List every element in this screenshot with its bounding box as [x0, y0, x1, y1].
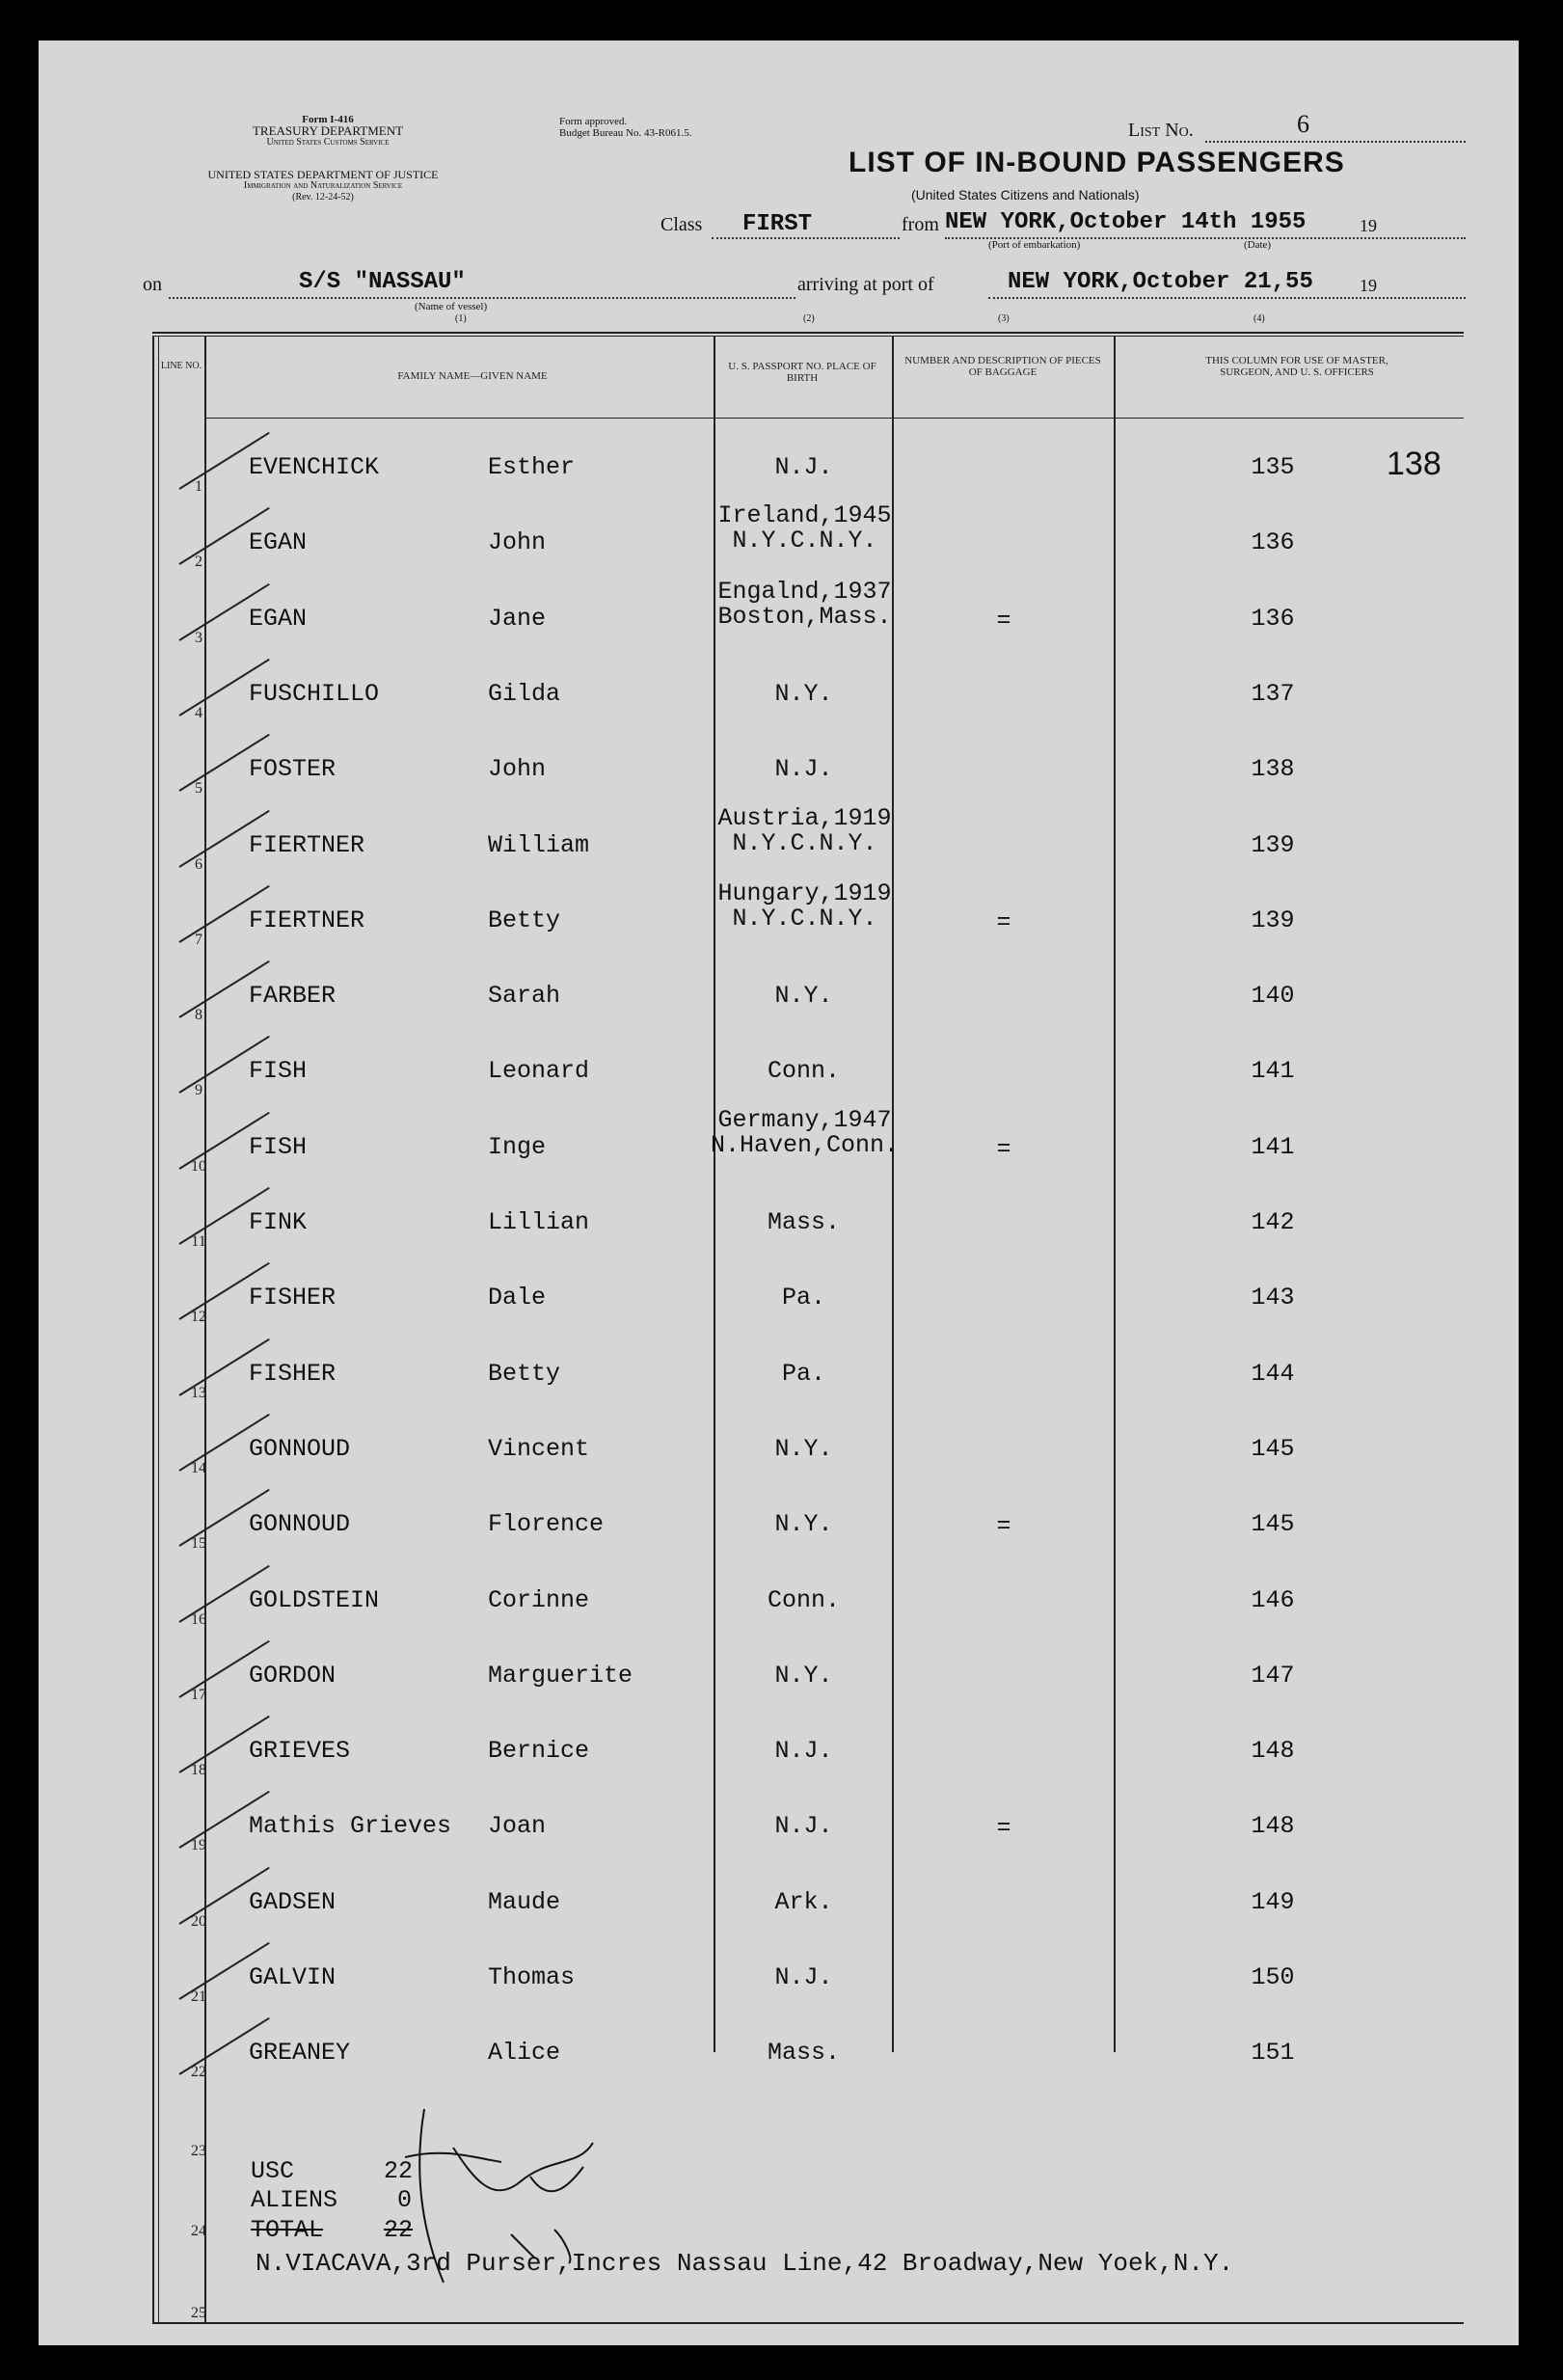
- table-row: [39, 653, 1519, 728]
- line-number: 6: [195, 856, 202, 873]
- officer-number: 147: [1251, 1662, 1295, 1690]
- class-label: Class: [660, 214, 703, 235]
- birth-place: N.J.: [774, 755, 833, 783]
- page-subtitle: (United States Citizens and Nationals): [911, 187, 1140, 203]
- baggage-ditto: =: [996, 607, 1011, 635]
- aliens-label: ALIENS: [251, 2186, 338, 2214]
- budget-bureau: Budget Bureau No. 43-R061.5.: [559, 127, 692, 139]
- officer-number: 140: [1251, 982, 1295, 1010]
- arriving-value: NEW YORK,October 21,55: [1008, 269, 1313, 295]
- given-name: Vincent: [488, 1435, 590, 1463]
- birth-place: Mass.: [767, 1208, 840, 1236]
- table-row: [39, 879, 1519, 955]
- given-name: William: [488, 831, 590, 859]
- officer-number: 146: [1251, 1586, 1295, 1614]
- given-name: Lillian: [488, 1208, 590, 1236]
- officer-number: 139: [1251, 906, 1295, 934]
- manifest-sheet: [14, 41, 1519, 2345]
- line-number: 13: [191, 1385, 206, 1401]
- officer-number: 136: [1251, 528, 1295, 556]
- agency-block: [207, 114, 448, 149]
- given-name: Corinne: [488, 1586, 590, 1614]
- line-number: 8: [195, 1007, 202, 1023]
- officer-number: 144: [1251, 1360, 1295, 1388]
- table-row: [39, 804, 1519, 879]
- birth-year-place: Germany,1947: [717, 1106, 892, 1134]
- family-name: FISHER: [249, 1284, 337, 1312]
- family-name: FISHER: [249, 1360, 337, 1388]
- table-row: [39, 1936, 1519, 2012]
- line-number: 16: [191, 1611, 206, 1628]
- line-number: 17: [191, 1687, 206, 1703]
- list-no-label: List No.: [1128, 120, 1194, 141]
- family-name: FIERTNER: [249, 831, 365, 859]
- table-row: [39, 1483, 1519, 1558]
- line-number: 14: [191, 1460, 206, 1476]
- given-name: Esther: [488, 453, 576, 481]
- form-number: Form I-416: [302, 114, 354, 125]
- family-name: GRIEVES: [249, 1737, 351, 1765]
- line-number: 11: [191, 1233, 206, 1250]
- from-value: NEW YORK,October 14th 1955: [945, 209, 1307, 235]
- given-name: Florence: [488, 1510, 605, 1538]
- line-number: 2: [195, 554, 202, 570]
- col-1-index: (1): [455, 313, 467, 324]
- given-name: Marguerite: [488, 1662, 633, 1690]
- table-row: [39, 1710, 1519, 1785]
- officer-number: 137: [1251, 680, 1295, 708]
- from-label: from: [902, 214, 939, 235]
- family-name: GORDON: [249, 1662, 337, 1690]
- officer-number: 141: [1251, 1057, 1295, 1085]
- birth-place: Mass.: [767, 2039, 840, 2067]
- birth-place: Conn.: [767, 1057, 840, 1085]
- family-name: FIERTNER: [249, 906, 365, 934]
- col-header-baggage: NUMBER AND DESCRIPTION OF PIECES OF BAGGAGE: [904, 355, 1101, 378]
- birth-place: N.Y.: [774, 1510, 833, 1538]
- family-name: EGAN: [249, 605, 308, 633]
- birth-place: Pa.: [781, 1360, 825, 1388]
- margin-stamp: ​: [14, 982, 23, 997]
- table-row: [39, 1559, 1519, 1635]
- line-number: 4: [195, 705, 202, 721]
- given-name: Joan: [488, 1812, 547, 1840]
- table-row: [39, 1333, 1519, 1408]
- birth-place: N.J.: [774, 1737, 833, 1765]
- birth-year-place: Austria,1919: [717, 804, 892, 832]
- class-value: FIRST: [742, 211, 813, 237]
- officer-number: 150: [1251, 1963, 1295, 1991]
- approval-block: [559, 116, 691, 139]
- birth-place: Ark.: [774, 1888, 833, 1916]
- revision: (Rev. 12-24-52): [292, 192, 354, 203]
- given-name: Gilda: [488, 680, 561, 708]
- handwritten-signature: [386, 2090, 617, 2302]
- family-name: FISH: [249, 1133, 308, 1161]
- birth-place: N.J.: [774, 1812, 833, 1840]
- birth-year-place: Engalnd,1937: [717, 578, 892, 606]
- table-row: [39, 955, 1519, 1030]
- given-name: Maude: [488, 1888, 561, 1916]
- vessel-name: S/S "NASSAU": [299, 269, 466, 295]
- usc-label: USC: [251, 2157, 295, 2185]
- family-name: EVENCHICK: [249, 453, 380, 481]
- customs-service: United States Customs Service: [266, 137, 390, 148]
- line-number: 12: [191, 1309, 206, 1325]
- line-number: 19: [191, 1837, 206, 1853]
- birth-place: Boston,Mass.: [717, 603, 892, 631]
- line-number: 10: [191, 1158, 206, 1175]
- table-row: [39, 578, 1519, 653]
- col-2-index: (2): [803, 313, 815, 324]
- family-name: FOSTER: [249, 755, 337, 783]
- given-name: Bernice: [488, 1737, 590, 1765]
- vessel-caption: (Name of vessel): [415, 301, 488, 312]
- line-number: 3: [195, 630, 202, 646]
- line-number: 15: [191, 1535, 206, 1552]
- family-name: FARBER: [249, 982, 337, 1010]
- table-row: [39, 1181, 1519, 1257]
- family-name: Mathis Grieves: [249, 1812, 452, 1840]
- birth-place: N.J.: [774, 1963, 833, 1991]
- birth-place: N.Y.C.N.Y.: [732, 829, 877, 857]
- line-number: 9: [195, 1082, 202, 1098]
- family-name: EGAN: [249, 528, 308, 556]
- purser-signature-line: N.VIACAVA,3rd Purser,Incres Nassau Line,42 Broadway,New Yoek,N.Y.: [256, 2249, 1234, 2278]
- family-name: GADSEN: [249, 1888, 337, 1916]
- given-name: Jane: [488, 605, 547, 633]
- given-name: Inge: [488, 1133, 547, 1161]
- line-number: 21: [191, 1988, 206, 2005]
- given-name: Alice: [488, 2039, 561, 2067]
- officer-number: 148: [1251, 1812, 1295, 1840]
- col-header-passport: U. S. PASSPORT NO. PLACE OF BIRTH: [728, 361, 876, 384]
- col-4-index: (4): [1253, 313, 1265, 324]
- table-row: [39, 501, 1519, 577]
- birth-place: Conn.: [767, 1586, 840, 1614]
- family-name: FINK: [249, 1208, 308, 1236]
- baggage-ditto: =: [996, 908, 1011, 936]
- total-label: TOTAL: [251, 2216, 324, 2244]
- line-number: 18: [191, 1762, 206, 1778]
- family-name: FUSCHILLO: [249, 680, 380, 708]
- given-name: Sarah: [488, 982, 561, 1010]
- officer-number: 148: [1251, 1737, 1295, 1765]
- line-number: 1: [195, 478, 202, 495]
- birth-place: N.Haven,Conn.: [710, 1131, 900, 1159]
- officer-number: 145: [1251, 1435, 1295, 1463]
- line-number: 24: [191, 2223, 206, 2239]
- usc-value: 22: [384, 2157, 414, 2185]
- justice-block: [140, 169, 506, 203]
- family-name: GOLDSTEIN: [249, 1586, 380, 1614]
- table-row: [39, 1106, 1519, 1181]
- given-name: Betty: [488, 1360, 561, 1388]
- margin-note: 138: [1387, 446, 1442, 482]
- line-number: 25: [191, 2305, 206, 2321]
- given-name: Betty: [488, 906, 561, 934]
- given-name: John: [488, 755, 547, 783]
- treasury-dept: TREASURY DEPARTMENT: [252, 123, 404, 138]
- birth-year-place: Hungary,1919: [717, 879, 892, 907]
- date-caption: (Date): [1244, 239, 1272, 251]
- given-name: Leonard: [488, 1057, 590, 1085]
- birth-place: N.Y.C.N.Y.: [732, 905, 877, 933]
- baggage-ditto: =: [996, 1135, 1011, 1163]
- table-row: [39, 1030, 1519, 1105]
- col-header-line: LINE NO.: [160, 361, 202, 371]
- port-embark-caption: (Port of embarkation): [988, 239, 1081, 251]
- line-number: 7: [195, 932, 202, 948]
- birth-place: N.Y.: [774, 680, 833, 708]
- family-name: GREANEY: [249, 2039, 351, 2067]
- given-name: Thomas: [488, 1963, 576, 1991]
- list-no-value: 6: [1297, 110, 1309, 138]
- officer-number: 136: [1251, 605, 1295, 633]
- line-number: 5: [195, 780, 202, 797]
- family-name: FISH: [249, 1057, 308, 1085]
- birth-place: N.Y.: [774, 1662, 833, 1690]
- table-row: [39, 728, 1519, 803]
- arriving-year-suffix: 19: [1360, 276, 1377, 295]
- ins-service: Immigration and Naturalization Service: [243, 180, 403, 191]
- officer-number: 143: [1251, 1284, 1295, 1312]
- baggage-ditto: =: [996, 1814, 1011, 1842]
- table-row: [39, 1861, 1519, 1936]
- line-number: 23: [191, 2143, 206, 2159]
- line-number: 20: [191, 1913, 206, 1930]
- birth-place: Pa.: [781, 1284, 825, 1312]
- arriving-label: arriving at port of: [797, 274, 934, 295]
- col-header-officers: THIS COLUMN FOR USE OF MASTER, SURGEON, AND U. S. OFFICERS: [1205, 355, 1388, 378]
- birth-place: N.Y.C.N.Y.: [732, 527, 877, 554]
- col-header-name: FAMILY NAME—GIVEN NAME: [397, 370, 548, 382]
- table-row: [39, 1635, 1519, 1710]
- given-name: Dale: [488, 1284, 547, 1312]
- table-row: [39, 426, 1519, 501]
- baggage-ditto: =: [996, 1512, 1011, 1540]
- form-approved: Form approved.: [559, 116, 628, 127]
- line-number: 22: [191, 2064, 206, 2080]
- table-row: [39, 1257, 1519, 1332]
- birth-place: N.Y.: [774, 982, 833, 1010]
- birth-place: N.J.: [774, 453, 833, 481]
- officer-number: 151: [1251, 2039, 1295, 2067]
- family-name: GONNOUD: [249, 1510, 351, 1538]
- officer-number: 149: [1251, 1888, 1295, 1916]
- officer-number: 141: [1251, 1133, 1295, 1161]
- officer-number: 138: [1251, 755, 1295, 783]
- family-name: GONNOUD: [249, 1435, 351, 1463]
- birth-year-place: Ireland,1945: [717, 501, 892, 529]
- officer-number: 135: [1251, 453, 1295, 481]
- birth-place: N.Y.: [774, 1435, 833, 1463]
- on-label: on: [143, 274, 162, 295]
- table-row: [39, 1408, 1519, 1483]
- given-name: John: [488, 528, 547, 556]
- officer-number: 139: [1251, 831, 1295, 859]
- justice-dept: UNITED STATES DEPARTMENT OF JUSTICE: [207, 168, 439, 181]
- officer-number: 145: [1251, 1510, 1295, 1538]
- aliens-value: 0: [397, 2186, 413, 2214]
- total-value: 22: [384, 2216, 414, 2244]
- table-row: [39, 1785, 1519, 1860]
- officer-number: 142: [1251, 1208, 1295, 1236]
- page-title: LIST OF IN-BOUND PASSENGERS: [849, 147, 1345, 178]
- col-3-index: (3): [998, 313, 1010, 324]
- table-row: [39, 2012, 1519, 2087]
- from-year-suffix: 19: [1360, 216, 1377, 235]
- family-name: GALVIN: [249, 1963, 337, 1991]
